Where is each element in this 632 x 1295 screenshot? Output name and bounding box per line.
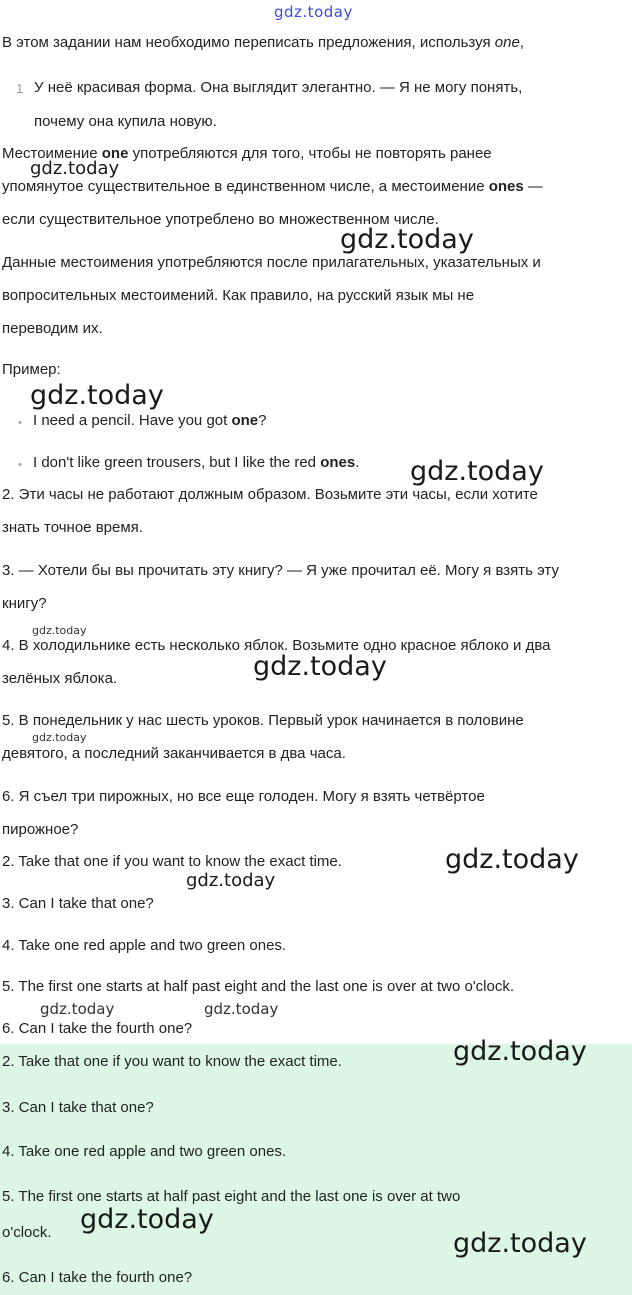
answer-green-6: 6. Can I take the fourth one? (2, 1269, 193, 1286)
answer-6: 6. Can I take the fourth one? (2, 1020, 193, 1037)
answer-green-3: 3. Can I take that one? (2, 1099, 154, 1116)
answer-4: 4. Take one red apple and two green ones. (2, 937, 287, 954)
ru-item-4-line-1: 4. В холодильнике есть несколько яблок. Возьмите одно красное яблоко и два (2, 637, 551, 654)
answer-green-4: 4. Take one red apple and two green ones. (2, 1143, 287, 1160)
answer-green-2: 2. Take that one if you want to know the exact time. (2, 1053, 342, 1070)
watermark: gdz.today (30, 158, 120, 179)
item1-line1: У неё красивая форма. Она выглядит элегантно. — Я не могу понять, (34, 79, 523, 96)
watermark: gdz.today (253, 651, 387, 682)
watermark: gdz.today (453, 1036, 587, 1067)
ru-item-5-line-2: девятого, а последний заканчивается в два часа. (2, 745, 346, 762)
watermark: gdz.today (40, 1000, 115, 1018)
item-number: 1 (16, 81, 24, 96)
watermark: gdz.today (410, 456, 544, 487)
ru-item-2-line-1: 2. Эти часы не работают должным образом. Возьмите эти часы, если хотите (2, 486, 538, 503)
example-label: Пример: (2, 361, 61, 378)
rule-line-3: если существительное употреблено во множественном числе. (2, 211, 439, 228)
answer-green-5-line-1: 5. The first one starts at half past eight and the last one is over at two (2, 1188, 461, 1205)
ru-item-5-line-1: 5. В понедельник у нас шесть уроков. Первый урок начинается в половине (2, 712, 524, 729)
answer-2: 2. Take that one if you want to know the exact time. (2, 853, 342, 870)
rule-line-2: упомянутое существительное в единственном числе, а местоимение ones — (2, 178, 543, 195)
watermark: gdz.today (186, 870, 276, 891)
ru-item-6-line-2: пирожное? (2, 821, 79, 838)
rule-line-4: Данные местоимения употребляются после прилагательных, указательных и (2, 254, 541, 271)
watermark: gdz.today (453, 1228, 587, 1259)
watermark: gdz.today (340, 224, 474, 255)
rule-line-1: Местоимение one употребляются для того, чтобы не повторять ранее (2, 145, 492, 162)
example-1: I need a pencil. Have you got one? (33, 412, 267, 429)
answer-5: 5. The first one starts at half past eight and the last one is over at two o'clock. (2, 978, 515, 995)
answer-green-5-line-2: o'clock. (2, 1224, 52, 1241)
intro-text: В этом задании нам необходимо переписать предложения, используя one, (2, 34, 524, 51)
ru-item-3-line-2: книгу? (2, 595, 47, 612)
ru-item-2-line-2: знать точное время. (2, 519, 143, 536)
answer-3: 3. Can I take that one? (2, 895, 154, 912)
watermark-top: gdz.today (274, 3, 353, 21)
watermark: gdz.today (30, 380, 164, 411)
watermark: gdz.today (32, 731, 87, 744)
ru-item-6-line-1: 6. Я съел три пирожных, но все еще голоден. Могу я взять четвёртое (2, 788, 485, 805)
item1-line2: почему она купила новую. (34, 113, 217, 130)
example-2: I don't like green trousers, but I like the red ones. (33, 454, 360, 471)
rule-line-5: вопросительных местоимений. Как правило, на русский язык мы не (2, 287, 475, 304)
bullet-icon: • (18, 417, 22, 429)
bullet-icon: • (18, 459, 22, 471)
watermark: gdz.today (32, 624, 87, 637)
watermark: gdz.today (204, 1000, 279, 1018)
watermark: gdz.today (80, 1204, 214, 1235)
rule-line-6: переводим их. (2, 320, 103, 337)
watermark: gdz.today (445, 844, 579, 875)
ru-item-3-line-1: 3. — Хотели бы вы прочитать эту книгу? — Я уже прочитал её. Могу я взять эту (2, 562, 559, 579)
ru-item-4-line-2: зелёных яблока. (2, 670, 118, 687)
